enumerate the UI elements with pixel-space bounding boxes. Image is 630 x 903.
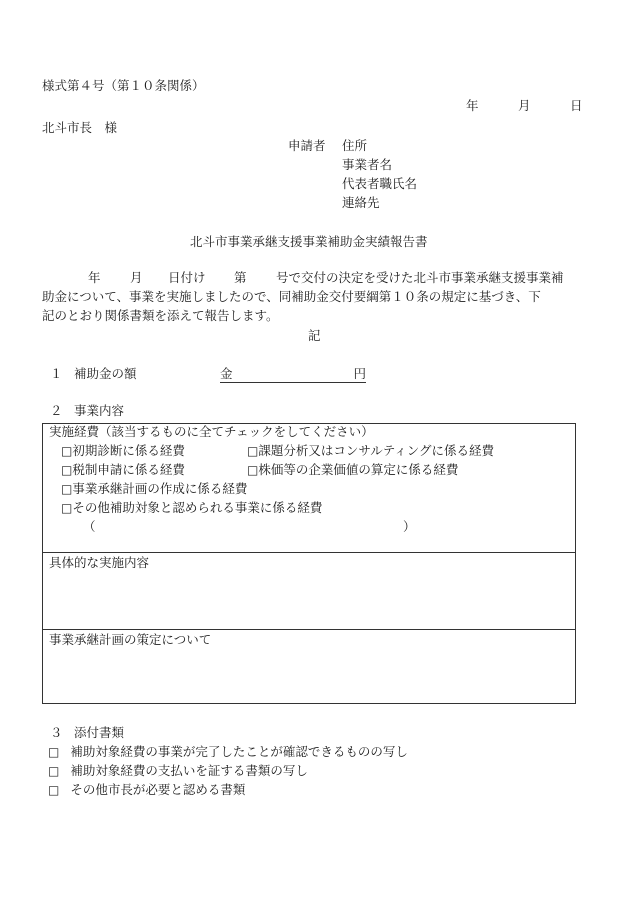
checkbox-label: 株価等の企業価値の算定に係る経費 [258,462,459,477]
body-dai: 第 [234,270,247,285]
body-line2: 助金について、事業を実施しましたので、同補助金交付要綱第１０条の規定に基づき、下 [42,289,541,304]
body-month: 月 [130,270,143,285]
attachment-label: 補助対象経費の支払いを証する書類の写し [70,763,308,778]
ki-marker: 記 [308,328,321,343]
checkbox-icon: □ [61,482,73,496]
section2-number: ２ [50,403,63,418]
body-line1-rest: 号で交付の決定を受けた北斗市事業承継支援事業補 [276,270,564,285]
date-year-label: 年 [466,98,479,113]
body-line3: 記のとおり関係書類を添えて報告します。 [42,308,279,323]
applicant-label: 申請者 [288,138,326,153]
checkbox-succession-plan[interactable] [61,481,247,497]
details-label: 具体的な実施内容 [49,555,150,570]
checkbox-icon: □ [48,783,60,797]
plan-label: 事業承継計画の策定について [49,632,212,647]
attachment-item-completion[interactable] [48,744,408,760]
document-title: 北斗市事業承継支援事業補助金実績報告書 [190,234,428,249]
checkbox-initial-diagnosis[interactable] [61,443,185,459]
paren-open: （ [83,519,96,534]
section1-label: 補助金の額 [74,366,137,381]
section2-label: 事業内容 [74,403,125,418]
attachment-item-other[interactable] [48,782,245,798]
paren-close: ） [403,519,416,534]
business-content-table [42,423,576,704]
checkbox-valuation[interactable] [247,462,458,478]
expenses-header: 実施経費（該当するものに全てチェックをしてください） [49,424,374,439]
amount-prefix: 金 [220,366,233,381]
applicant-representative-label: 代表者職氏名 [342,176,418,191]
amount-suffix: 円 [353,366,366,381]
attachment-item-payment[interactable] [48,763,308,779]
checkbox-icon: □ [247,444,259,458]
checkbox-icon: □ [247,463,259,477]
other-expense-input[interactable] [99,519,399,535]
checkbox-other[interactable] [61,500,322,516]
section3-label: 添付書類 [74,725,125,740]
body-day: 日付け [168,270,206,285]
checkbox-icon: □ [61,463,73,477]
form-number: 様式第４号（第１０条関係） [42,78,205,93]
table-divider [43,552,575,553]
checkbox-icon: □ [48,745,60,759]
date-month-label: 月 [518,98,531,113]
checkbox-label: 事業承継計画の作成に係る経費 [72,481,248,496]
checkbox-label: 初期診断に係る経費 [72,443,185,458]
body-year: 年 [88,270,101,285]
addressee: 北斗市長 様 [42,120,118,135]
checkbox-icon: □ [48,764,60,778]
grant-amount-field[interactable] [220,366,366,383]
checkbox-issue-analysis[interactable] [247,443,494,459]
checkbox-label: 課題分析又はコンサルティングに係る経費 [258,443,494,458]
section1-number: １ [50,366,63,381]
attachment-label: 補助対象経費の事業が完了したことが確認できるものの写し [70,744,408,759]
date-day-label: 日 [570,98,583,113]
plan-input-area[interactable] [43,651,575,701]
checkbox-icon: □ [61,444,73,458]
table-divider [43,629,575,630]
attachment-label: その他市長が必要と認める書類 [70,782,246,797]
checkbox-tax-application[interactable] [61,462,185,478]
checkbox-label: 税制申請に係る経費 [72,462,185,477]
applicant-contact-label: 連絡先 [342,195,380,210]
section3-number: ３ [50,725,63,740]
applicant-address-label: 住所 [342,138,368,153]
applicant-business-name-label: 事業者名 [342,157,393,172]
checkbox-icon: □ [61,501,73,515]
checkbox-label: その他補助対象と認められる事業に係る経費 [72,500,323,515]
details-input-area[interactable] [43,574,575,626]
